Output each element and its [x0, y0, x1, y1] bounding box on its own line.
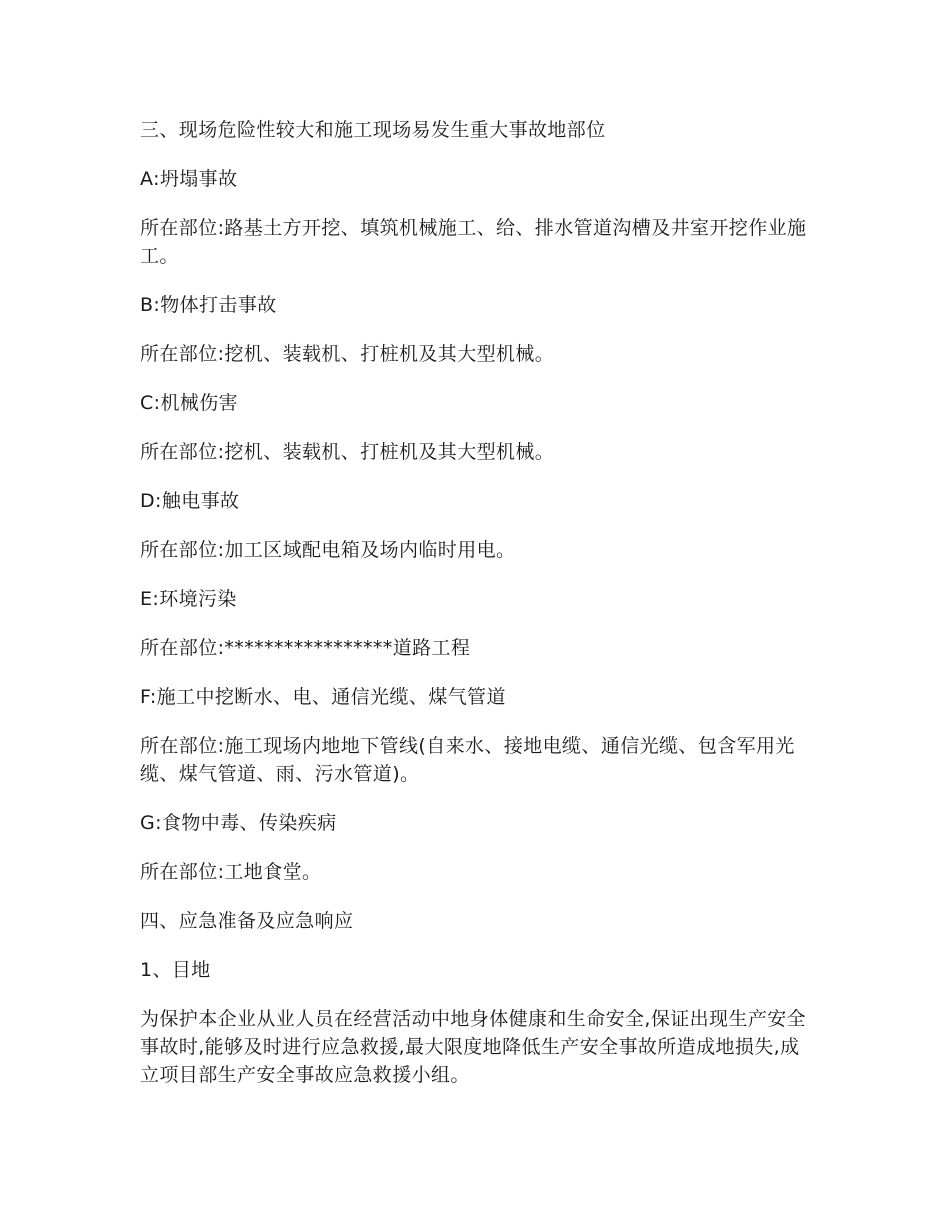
- section-heading: 四、应急准备及应急响应: [140, 910, 354, 932]
- hazard-location-text: 所在部位:路基土方开挖、填筑机械施工、给、排水管道沟槽及井室开挖作业施工。: [140, 217, 807, 267]
- hazard-item-heading: B:物体打击事故: [140, 294, 277, 316]
- hazard-location-text: 所在部位:挖机、装载机、打桩机及其大型机械。: [140, 343, 555, 365]
- hazard-item-heading: F:施工中挖断水、电、通信光缆、煤气管道: [140, 686, 506, 708]
- hazard-location-text: 所在部位:加工区域配电箱及场内临时用电。: [140, 539, 516, 561]
- hazard-location-text: 所在部位:挖机、装载机、打桩机及其大型机械。: [140, 441, 555, 463]
- hazard-item-heading: C:机械伤害: [140, 392, 239, 414]
- hazard-item-heading: G:食物中毒、传染疾病: [140, 812, 337, 834]
- hazard-location-text: 所在部位:*****************道路工程: [140, 637, 471, 659]
- subsection-heading: 1、目地: [140, 959, 211, 981]
- hazard-item-heading: A:坍塌事故: [140, 168, 238, 190]
- hazard-item-heading: E:环境污染: [140, 588, 237, 610]
- body-paragraph: 为保护本企业从业人员在经营活动中地身体健康和生命安全,保证出现生产安全事故时,能够及时进行应急救援,最大限度地降低生产安全事故所造成地损失,成立项目部生产安全事故应急救援小组。: [140, 1008, 807, 1086]
- hazard-location-text: 所在部位:工地食堂。: [140, 861, 322, 883]
- section-heading: 三、现场危险性较大和施工现场易发生重大事故地部位: [140, 119, 606, 141]
- hazard-item-heading: D:触电事故: [140, 490, 240, 512]
- hazard-location-text: 所在部位:施工现场内地地下管线(自来水、接地电缆、通信光缆、包含军用光缆、煤气管道、雨、污水管道)。: [140, 735, 795, 785]
- document-body: [140, 116, 812, 1110]
